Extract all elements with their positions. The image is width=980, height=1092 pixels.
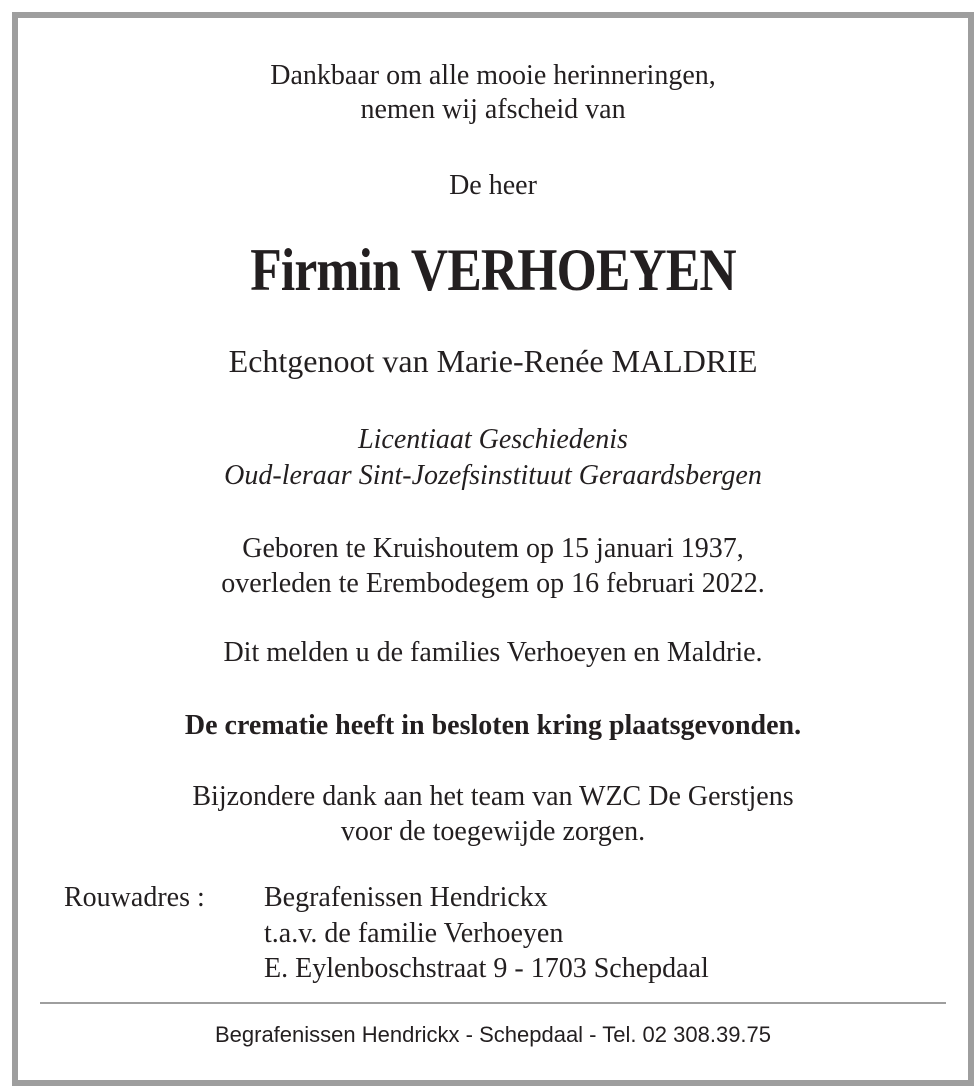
families-line: Dit melden u de families Verhoeyen en Maldrie. — [223, 637, 763, 668]
cremation-line: De crematie heeft in besloten kring plaatsgevonden. — [184, 710, 802, 741]
death-line: overleden te Erembodegem op 16 februari 2022. — [221, 568, 765, 599]
address-line-3: E. Eylenboschstraat 9 - 1703 Schepdaal — [264, 953, 709, 984]
footer-divider — [40, 1002, 946, 1004]
thanks-line-1: Bijzondere dank aan het team van WZC De Gerstjens — [192, 781, 794, 812]
address-line-1: Begrafenissen Hendrickx — [264, 882, 548, 913]
death-notice-frame — [12, 12, 974, 1086]
profession-line-2: Oud-leraar Sint-Jozefsinstituut Geraardsbergen — [224, 460, 762, 491]
deceased-name: Firmin VERHOEYEN — [250, 237, 736, 303]
spouse-line: Echtgenoot van Marie-Renée MALDRIE — [228, 343, 758, 379]
footer-contact: Begrafenissen Hendrickx - Schepdaal - Tel. 02 308.39.75 — [214, 1022, 772, 1047]
thanks-line-2: voor de toegewijde zorgen. — [340, 816, 646, 847]
title-prefix: De heer — [449, 170, 537, 201]
intro-line-2: nemen wij afscheid van — [360, 94, 626, 125]
birth-line: Geboren te Kruishoutem op 15 januari 1937, — [242, 533, 744, 564]
death-notice-content — [18, 18, 968, 1080]
intro-line-1: Dankbaar om alle mooie herinneringen, — [270, 60, 716, 91]
profession-line-1: Licentiaat Geschiedenis — [358, 424, 628, 455]
address-line-2: t.a.v. de familie Verhoeyen — [264, 918, 564, 949]
address-label: Rouwadres : — [64, 882, 205, 913]
